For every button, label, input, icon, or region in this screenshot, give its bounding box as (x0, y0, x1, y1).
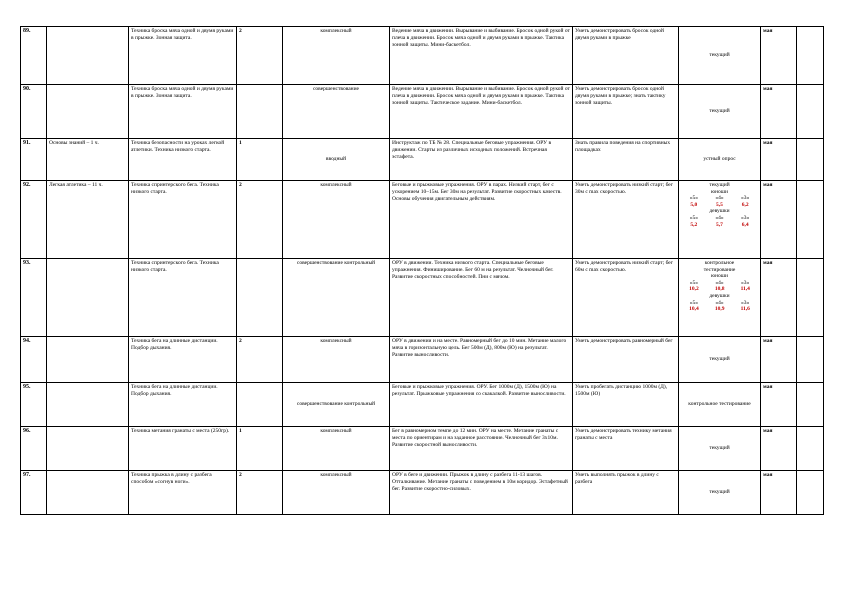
lesson-type: совершенствование контрольный (283, 259, 390, 337)
lesson-type: комплексный (283, 427, 390, 471)
grade-label: «4» (715, 195, 724, 202)
date-plan: мая (761, 181, 797, 259)
grade-value: 6,2 (741, 201, 749, 208)
grade-value: 10,8 (714, 286, 725, 293)
lesson-content: Ведение мяча в движении. Вырывание и выбивание. Бросок одной рукой от плеча в движении. Бросок мяча одной и двумя руками в прыжке. Тактика зонной защиты. Тактическое задание. Мини-баскетбол. (390, 85, 573, 139)
control-type: текущий (679, 471, 761, 515)
table-row (21, 383, 824, 427)
date-plan: мая (761, 427, 797, 471)
section-title (47, 259, 129, 337)
grade-value: 5,7 (716, 221, 723, 228)
table-row (21, 181, 824, 259)
section-title (47, 383, 129, 427)
grade-values (681, 306, 758, 313)
hours-count (237, 85, 283, 139)
table-row (21, 259, 824, 337)
lesson-content: Беговые и прыжковые упражнения. ОРУ в парах. Низкий старт, бег с ускорением 10–15м. Бег 30м на результат. Развитие скоростных качеств. Основы обучения двигательным действиям. (390, 181, 573, 259)
lesson-content: ОРУ в движении и на месте. Равномерный бег до 10 мин. Метание малого мяча в горизонтальную цель. Бег 500м (Д), 800м (Ю) на результат. Развитие выносливости. (390, 337, 573, 383)
requirements: Уметь демонстрировать низкий старт; бег 30м с max скоростью. (573, 181, 679, 259)
date-fact (797, 337, 824, 383)
requirements: Уметь демонстрировать равномерный бег (573, 337, 679, 383)
grade-label: «5» (689, 214, 698, 221)
control-type: текущий (679, 85, 761, 139)
grade-value: 5,0 (690, 201, 698, 208)
grade-labels (681, 300, 758, 307)
table-row (21, 471, 824, 515)
control-type: тестирование (703, 266, 736, 273)
grade-values (681, 222, 758, 229)
hours-count: 2 (237, 181, 283, 259)
grade-value: 10,9 (714, 306, 725, 313)
lesson-number: 95. (21, 383, 47, 427)
control-type: текущий (709, 182, 730, 188)
control-type: текущий (679, 427, 761, 471)
date-fact (797, 139, 824, 181)
lesson-type: комплексный (283, 471, 390, 515)
requirements: Уметь пробегать дистанцию 1000м (Д), 1500м (Ю) (573, 383, 679, 427)
requirements: Уметь демонстрировать бросок одной двумя руками в прыжке; знать тактику зонной защиты. (573, 85, 679, 139)
date-fact (797, 85, 824, 139)
hours-count (237, 259, 283, 337)
lesson-type: комплексный (283, 337, 390, 383)
section-title (47, 427, 129, 471)
table-row (21, 427, 824, 471)
lesson-topic: Техника броска мяча одной и двумя руками в прыжке. Зонная защита. (129, 27, 237, 85)
table-row (21, 139, 824, 181)
grade-value: 10,2 (689, 286, 699, 293)
control-type: контрольное (704, 260, 735, 266)
requirements: Уметь демонстрировать технику метания гранаты с места (573, 427, 679, 471)
date-fact (797, 27, 824, 85)
norm-group-label: девушки (709, 208, 730, 215)
lesson-content: Бег в равномерном темпе до 12 мин. ОРУ на месте. Метание гранаты с места по ориентирам и на заданное расстояние. Челночный бег 3х10м. Развитие скоростной выносливости. (390, 427, 573, 471)
norm-group-label: девушки (709, 292, 730, 299)
lesson-content: ОРУ в беге и движении. Прыжок в длину с разбега 11-13 шагов. Отталкивание. Метание гранаты с поведением в 10м коридор. Эстафетный бег. Развитие скоростно-силовых. (390, 471, 573, 515)
lesson-topic: Техника бега на длинные дистанции. Подбор дыхания. (129, 337, 237, 383)
lesson-content: Беговые и прыжковые упражнения. ОРУ. Бег 1000м (Д), 1500м (Ю) на результат. Прыжковые упражнения со скакалкой. Развитие выносливости. (390, 383, 573, 427)
requirements: Уметь выполнять прыжок в длину с разбега (573, 471, 679, 515)
hours-count (237, 383, 283, 427)
lesson-topic: Техника метания гранаты с места (250гр). (129, 427, 237, 471)
lesson-topic: Техника броска мяча одной и двумя руками в прыжке. Зонная защита. (129, 85, 237, 139)
control-type: текущий (679, 337, 761, 383)
control-type: контрольное тестирование (679, 383, 761, 427)
section-title: Основы знаний – 1 ч. (47, 139, 129, 181)
lesson-topic: Техника прыжка в длину с разбега способом «согнув ноги». (129, 471, 237, 515)
requirements: Уметь демонстрировать бросок одной двумя руками в прыжке (573, 27, 679, 85)
lesson-topic: Техника безопасности на уроках легкой атлетики. Техника низкого старта. (129, 139, 237, 181)
grade-label: «5» (689, 195, 698, 202)
date-fact (797, 471, 824, 515)
norm-group-label: юноши (711, 273, 728, 280)
lesson-number: 89. (21, 27, 47, 85)
hours-count: 2 (237, 337, 283, 383)
lesson-plan-table (20, 26, 824, 515)
date-plan: мая (761, 259, 797, 337)
date-plan: мая (761, 27, 797, 85)
control-type: текущий (679, 27, 761, 85)
grade-value: 11,6 (740, 306, 750, 313)
table-row (21, 337, 824, 383)
lesson-number: 91. (21, 139, 47, 181)
hours-count: 2 (237, 471, 283, 515)
grade-values (681, 202, 758, 209)
lesson-content: Ведение мяча в движении. Вырывание и выбивание. Бросок одной рукой от плеча в движении. Бросок мяча одной и двумя руками в прыжке. Тактика зонной защиты. Мини-баскетбол. (390, 27, 573, 85)
control-cell (679, 259, 761, 337)
grade-value: 6,4 (741, 221, 749, 228)
section-title (47, 85, 129, 139)
date-fact (797, 181, 824, 259)
norm-block (681, 260, 758, 313)
lesson-number: 97. (21, 471, 47, 515)
date-plan: мая (761, 337, 797, 383)
requirements: Уметь демонстрировать низкий старт; бег 60м с max скоростью. (573, 259, 679, 337)
grade-label: «5» (689, 279, 698, 286)
grade-value: 10,4 (689, 306, 699, 313)
date-fact (797, 427, 824, 471)
section-title: Легкая атлетика – 11 ч. (47, 181, 129, 259)
grade-value: 11,4 (740, 286, 750, 293)
grade-value: 5,2 (690, 221, 698, 228)
norm-block (681, 182, 758, 228)
grade-label: «5» (689, 299, 698, 306)
control-type: устный опрос (679, 139, 761, 181)
date-fact (797, 259, 824, 337)
grade-labels (681, 195, 758, 202)
grade-labels (681, 280, 758, 287)
table-row (21, 85, 824, 139)
grade-value: 5,5 (716, 201, 723, 208)
hours-count: 2 (237, 27, 283, 85)
section-title (47, 27, 129, 85)
date-plan: мая (761, 471, 797, 515)
grade-values (681, 286, 758, 293)
lesson-number: 96. (21, 427, 47, 471)
lesson-content: Инструктаж по ТБ № 28. Специальные беговые упражнения. ОРУ в движении. Старты из различных исходных положений. Встречная эстафета. (390, 139, 573, 181)
lesson-topic: Техника спринтерского бега. Техника низкого старта. (129, 181, 237, 259)
section-title (47, 471, 129, 515)
lesson-number: 92. (21, 181, 47, 259)
lesson-topic: Техника спринтерского бега. Техника низкого старта. (129, 259, 237, 337)
lesson-number: 93. (21, 259, 47, 337)
lesson-type: комплексный (283, 27, 390, 85)
grade-label: «4» (715, 299, 724, 306)
hours-count: 1 (237, 139, 283, 181)
date-plan: мая (761, 85, 797, 139)
lesson-number: 94. (21, 337, 47, 383)
lesson-type: совершенствование контрольный (283, 383, 390, 427)
grade-label: «3» (741, 279, 750, 286)
control-cell (679, 181, 761, 259)
grade-label: «4» (715, 214, 724, 221)
hours-count: 1 (237, 427, 283, 471)
date-plan: мая (761, 383, 797, 427)
grade-label: «3» (741, 214, 750, 221)
grade-label: «3» (741, 195, 750, 202)
date-plan: мая (761, 139, 797, 181)
grade-labels (681, 215, 758, 222)
lesson-type: совершенствование (283, 85, 390, 139)
norm-group-label: юноши (711, 188, 728, 195)
lesson-type: вводный (283, 139, 390, 181)
lesson-content: ОРУ в движении. Техника низкого старта. Специальные беговые упражнения. Финиширование. Бег 60 м на результат. Челночный бег. Развитие скоростных способностей. Пни с мячом. (390, 259, 573, 337)
table-row (21, 27, 824, 85)
date-fact (797, 383, 824, 427)
lesson-topic: Техника бега на длинные дистанции. Подбор дыхания. (129, 383, 237, 427)
lesson-type: комплексный (283, 181, 390, 259)
grade-label: «3» (741, 299, 750, 306)
lesson-number: 90. (21, 85, 47, 139)
section-title (47, 337, 129, 383)
grade-label: «4» (715, 279, 724, 286)
requirements: Знать правила поведения на спортивных площадках (573, 139, 679, 181)
